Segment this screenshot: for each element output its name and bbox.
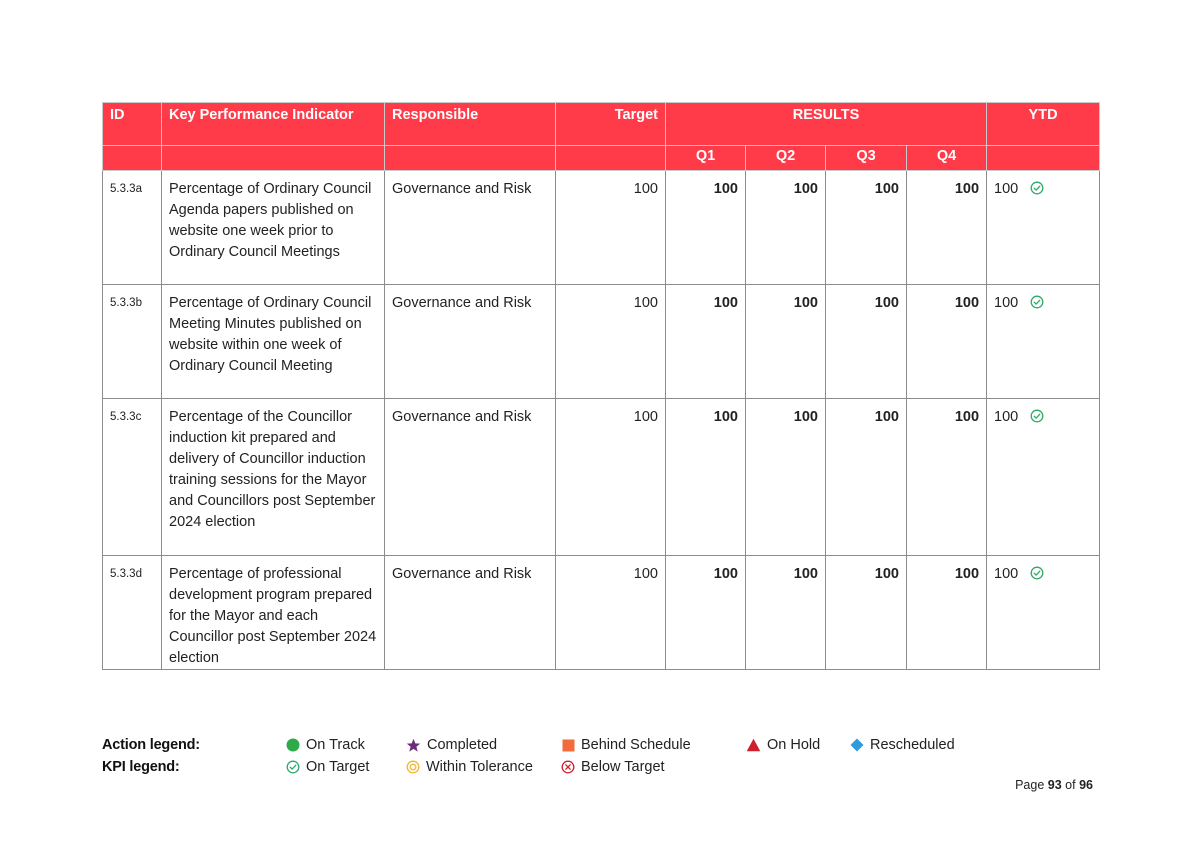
row-q2: 100 [746, 556, 826, 670]
page-current: 93 [1047, 778, 1062, 792]
row-ytd-value: 100 [994, 409, 1019, 425]
row-target: 100 [556, 171, 666, 285]
row-target: 100 [556, 556, 666, 670]
table-row [103, 285, 1100, 399]
header-q2: Q2 [746, 146, 826, 171]
on-target-icon [286, 760, 300, 774]
row-q1: 100 [666, 285, 746, 399]
row-kpi: Percentage of Ordinary Council Agenda papers published on website one week prior to Ordinary Council Meetings [162, 171, 385, 285]
legend-completed [406, 737, 497, 753]
row-q3: 100 [826, 556, 907, 670]
legend-label: On Target [306, 759, 370, 775]
row-ytd [987, 556, 1100, 670]
legend-label: Behind Schedule [581, 737, 691, 753]
header-id: ID [103, 103, 162, 146]
row-kpi: Percentage of the Councillor induction kit prepared and delivery of Councillor induction training sessions for the Mayor and Councillors post September 2024 election [162, 399, 385, 556]
page-of: of [1065, 778, 1076, 792]
on-target-icon [1030, 409, 1044, 423]
row-ytd-value: 100 [994, 566, 1019, 582]
legend-label: On Track [306, 737, 365, 753]
legend-label: Rescheduled [870, 737, 955, 753]
subheader-row [103, 146, 1100, 171]
row-kpi: Percentage of Ordinary Council Meeting Minutes published on website within one week of Ordinary Council Meeting [162, 285, 385, 399]
row-target: 100 [556, 285, 666, 399]
legend-label: Completed [427, 737, 498, 753]
red-triangle-icon [746, 738, 761, 752]
header-row [103, 103, 1100, 146]
subheader-blank [556, 146, 666, 171]
page-total: 96 [1079, 778, 1093, 792]
below-target-icon [561, 760, 575, 774]
row-q4: 100 [907, 556, 987, 670]
row-id: 5.3.3a [103, 171, 162, 285]
within-tolerance-icon [406, 760, 420, 774]
row-responsible: Governance and Risk [385, 399, 556, 556]
table-row [103, 556, 1100, 670]
on-target-icon [1030, 566, 1044, 580]
row-q4: 100 [907, 285, 987, 399]
row-kpi: Percentage of professional development program prepared for the Mayor and each Councillor post September 2024 election [162, 556, 385, 670]
legend-label: Within Tolerance [426, 759, 533, 775]
subheader-blank [385, 146, 556, 171]
legend-on-track [286, 737, 365, 753]
header-ytd: YTD [987, 103, 1100, 146]
row-ytd [987, 285, 1100, 399]
legend-label: On Hold [767, 737, 821, 753]
blue-diamond-icon [850, 738, 864, 752]
legend-label: Below Target [581, 759, 665, 775]
row-ytd-value: 100 [994, 181, 1019, 197]
row-responsible: Governance and Risk [385, 171, 556, 285]
row-responsible: Governance and Risk [385, 556, 556, 670]
header-q3: Q3 [826, 146, 907, 171]
row-q3: 100 [826, 285, 907, 399]
row-q4: 100 [907, 399, 987, 556]
row-responsible: Governance and Risk [385, 285, 556, 399]
page-number [1015, 778, 1093, 792]
row-target: 100 [556, 399, 666, 556]
header-responsible: Responsible [385, 103, 556, 146]
header-q1: Q1 [666, 146, 746, 171]
legend-below-target [561, 759, 665, 775]
row-id: 5.3.3c [103, 399, 162, 556]
row-q3: 100 [826, 399, 907, 556]
row-q4: 100 [907, 171, 987, 285]
legend-on-hold [746, 737, 820, 753]
subheader-blank [162, 146, 385, 171]
header-target: Target [556, 103, 666, 146]
row-ytd-value: 100 [994, 295, 1019, 311]
row-q3: 100 [826, 171, 907, 285]
row-q1: 100 [666, 556, 746, 670]
header-q4: Q4 [907, 146, 987, 171]
row-id: 5.3.3b [103, 285, 162, 399]
green-circle-icon [286, 738, 300, 752]
on-target-icon [1030, 295, 1044, 309]
action-legend-title: Action legend: [102, 737, 200, 753]
row-ytd [987, 399, 1100, 556]
header-results: RESULTS [666, 103, 987, 146]
header-kpi: Key Performance Indicator [162, 103, 385, 146]
row-q1: 100 [666, 399, 746, 556]
subheader-blank [987, 146, 1100, 171]
table-row [103, 171, 1100, 285]
row-q2: 100 [746, 285, 826, 399]
row-q2: 100 [746, 171, 826, 285]
row-q1: 100 [666, 171, 746, 285]
page-prefix: Page [1015, 778, 1045, 792]
row-ytd [987, 171, 1100, 285]
on-target-icon [1030, 181, 1044, 195]
row-q2: 100 [746, 399, 826, 556]
table-row [103, 399, 1100, 556]
kpi-table [102, 102, 1100, 670]
orange-square-icon [562, 739, 575, 752]
kpi-legend-title: KPI legend: [102, 759, 180, 775]
legend-behind-schedule [562, 737, 691, 753]
purple-star-icon [406, 738, 421, 753]
subheader-blank [103, 146, 162, 171]
legend-rescheduled [850, 737, 955, 753]
legend-on-target [286, 759, 369, 775]
legend-within-tolerance [406, 759, 533, 775]
row-id: 5.3.3d [103, 556, 162, 670]
